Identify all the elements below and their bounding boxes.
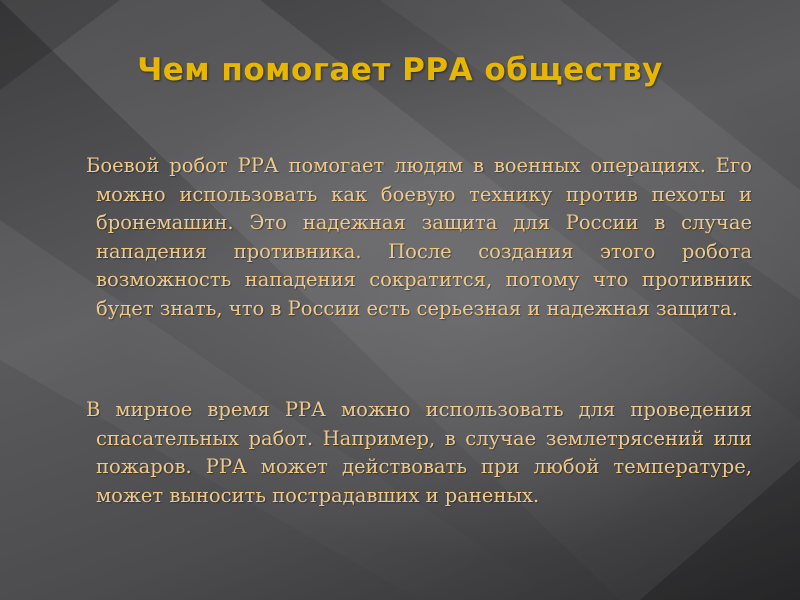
slide-title: Чем помогает РРА обществу [137, 52, 663, 88]
body-paragraph-1: Боевой робот РРА помогает людям в военных операциях. Его можно использовать как боевую технику против пехоты и бронемашин. Это надежная защита для России в случае нападения противника. После создания этого робота возможность нападения сократится, потому что противник будет знать, что в России есть серьезная и надежная защита. [86, 154, 752, 320]
body-paragraph-2: В мирное время РРА можно использовать для проведения спасательных работ. Например, в случае землетрясений или пожаров. РРА может действовать при любой температуре, может выносить пострадавших и раненых. [86, 398, 752, 507]
